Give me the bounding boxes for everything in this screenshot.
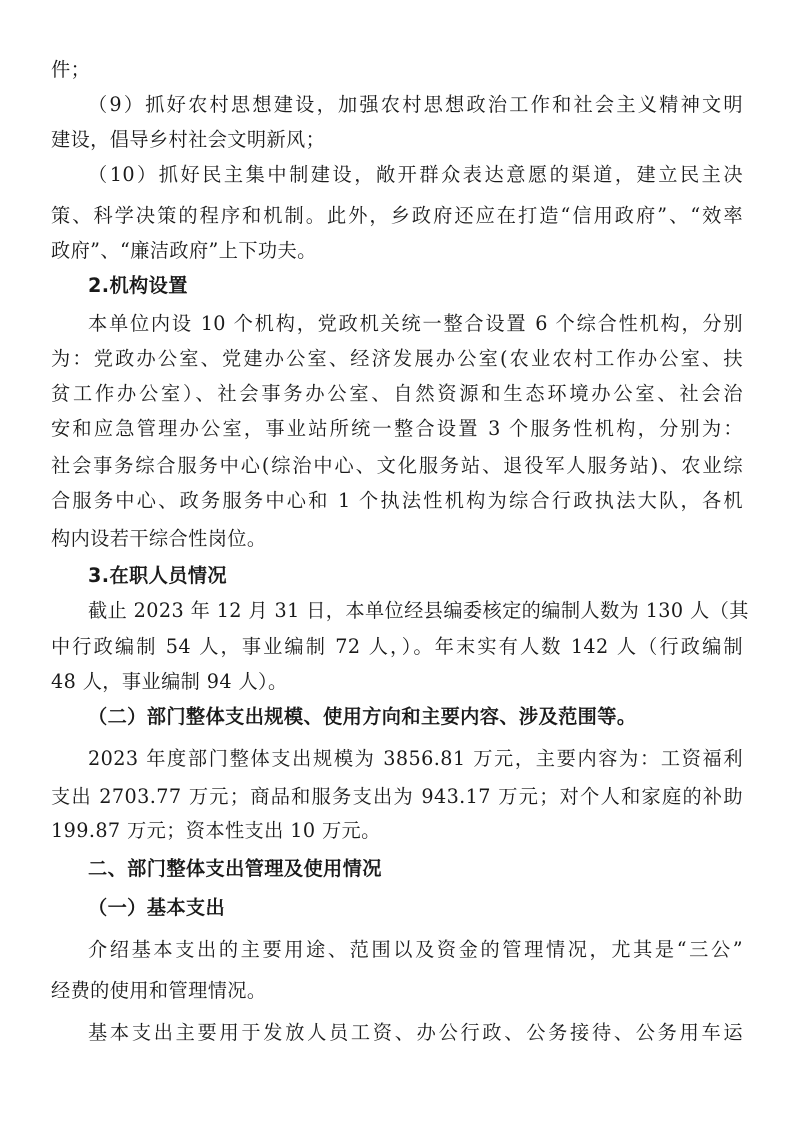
text-line: 社会事务综合服务中心(综治中心、文化服务站、退役军人服务站)、农业综 bbox=[51, 454, 743, 477]
text-line: 件； bbox=[51, 58, 91, 81]
text-line: 基本支出主要用于发放人员工资、办公行政、公务接待、公务用车运 bbox=[88, 1021, 743, 1044]
subsection-heading: （一）基本支出 bbox=[88, 896, 226, 919]
text-line: 199.87 万元；资本性支出 10 万元。 bbox=[51, 819, 381, 842]
text-line: 48 人，事业编制 94 人）。 bbox=[51, 670, 288, 693]
section-heading: 二、部门整体支出管理及使用情况 bbox=[88, 857, 382, 880]
text-line: （10）抓好民主集中制建设，敞开群众表达意愿的渠道，建立民主决 bbox=[88, 163, 743, 186]
text-line: 2023 年度部门整体支出规模为 3856.81 万元，主要内容为：工资福利 bbox=[88, 747, 743, 770]
text-line: 支出 2703.77 万元；商品和服务支出为 943.17 万元；对个人和家庭的补助 bbox=[51, 785, 743, 808]
text-line: 建设，倡导乡村社会文明新风； bbox=[51, 128, 326, 151]
text-line: 策、科学决策的程序和机制。此外，乡政府还应在打造“信用政府”、“效率 bbox=[51, 204, 743, 227]
text-line: 为：党政办公室、党建办公室、经济发展办公室(农业农村工作办公室、扶 bbox=[51, 347, 743, 370]
text-line: 政府”、“廉洁政府”上下功夫。 bbox=[51, 239, 317, 262]
text-line: （9）抓好农村思想建设，加强农村思想政治工作和社会主义精神文明 bbox=[88, 93, 743, 116]
text-line: 安和应急管理办公室，事业站所统一整合设置 3 个服务性机构，分别为： bbox=[51, 417, 743, 440]
text-line: 经费的使用和管理情况。 bbox=[51, 979, 267, 1002]
section-heading: （二）部门整体支出规模、使用方向和主要内容、涉及范围等。 bbox=[88, 705, 637, 728]
text-line: 合服务中心、政务服务中心和 1 个执法性机构为综合行政执法大队，各机 bbox=[51, 489, 743, 512]
section-heading: 2.机构设置 bbox=[88, 274, 188, 297]
text-line: 贫工作办公室）、社会事务办公室、自然资源和生态环境办公室、社会治 bbox=[51, 382, 743, 405]
text-line: 介绍基本支出的主要用途、范围以及资金的管理情况，尤其是“三公” bbox=[88, 938, 743, 961]
text-line: 本单位内设 10 个机构，党政机关统一整合设置 6 个综合性机构，分别 bbox=[88, 312, 743, 335]
text-line: 构内设若干综合性岗位。 bbox=[51, 527, 267, 550]
text-line: 截止 2023 年 12 月 31 日，本单位经县编委核定的编制人数为 130 人（其 bbox=[88, 599, 749, 622]
text-line: 中行政编制 54 人，事业编制 72 人，）。年末实有人数 142 人（行政编制 bbox=[51, 635, 743, 658]
section-heading: 3.在职人员情况 bbox=[88, 564, 227, 587]
